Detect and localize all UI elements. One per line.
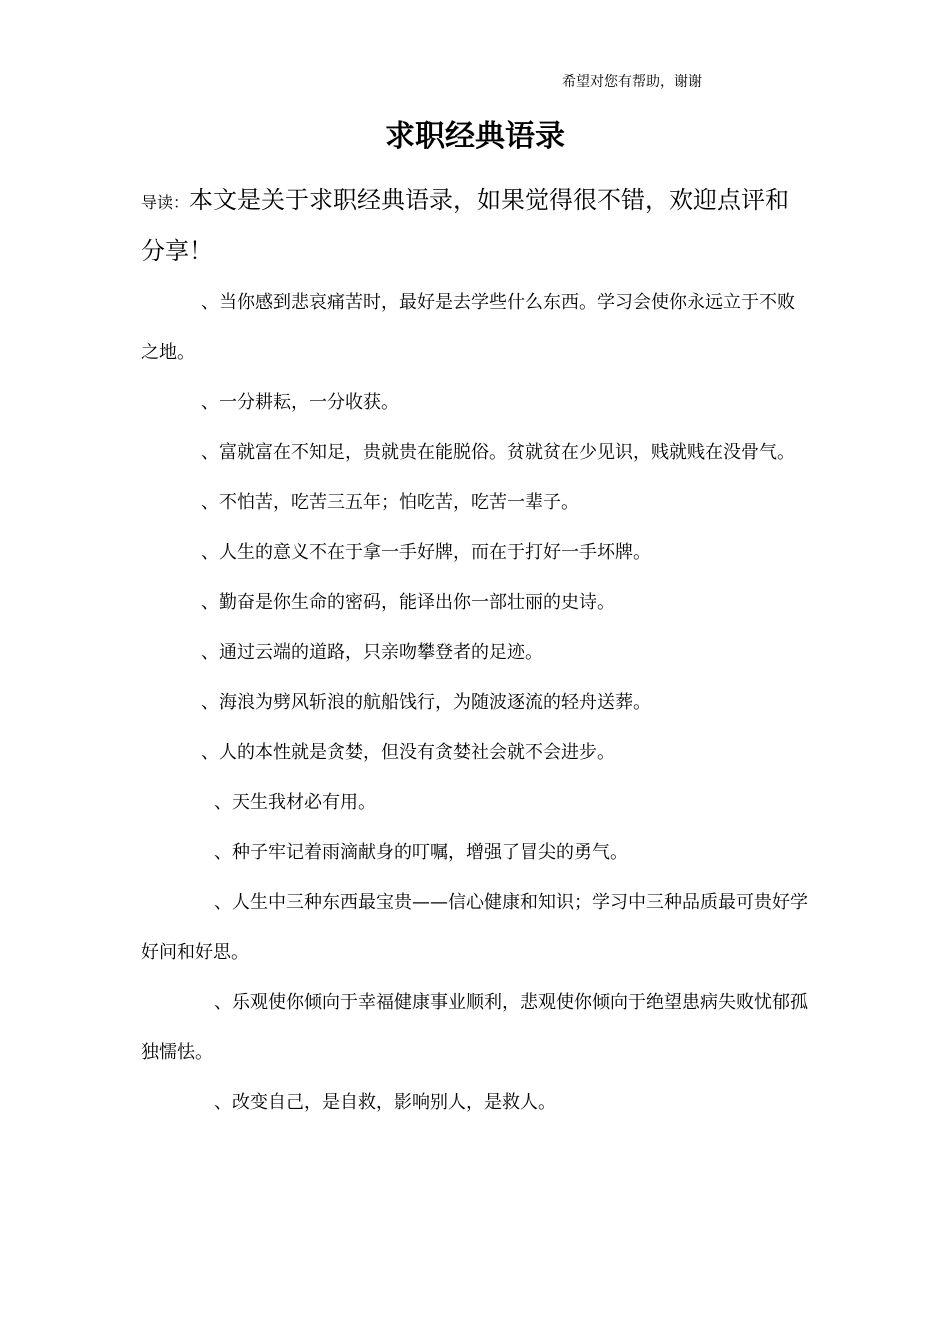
- quote-item: [141, 428, 811, 478]
- quote-marker: 、: [214, 892, 232, 913]
- quote-item: [141, 528, 811, 578]
- quote-text: 人生中三种东西最宝贵——信心健康和知识；学习中三种品质最可贵好学好问和好思。: [141, 892, 808, 963]
- quote-text: 当你感到悲哀痛苦时，最好是去学些什么东西。学习会使你永远立于不败之地。: [141, 292, 795, 363]
- quote-item: [141, 628, 811, 678]
- quote-item: [141, 1078, 811, 1128]
- quote-marker: 、: [214, 1092, 232, 1113]
- quote-marker: 、: [201, 592, 219, 613]
- quote-item: [141, 678, 811, 728]
- intro-paragraph: [141, 176, 811, 276]
- quote-item: [141, 978, 811, 1078]
- quote-text: 一分耕耘，一分收获。: [219, 392, 399, 413]
- quote-text: 天生我材必有用。: [232, 792, 376, 813]
- quote-marker: 、: [201, 392, 219, 413]
- intro-text: 本文是关于求职经典语录，如果觉得很不错，欢迎点评和分享！: [141, 186, 790, 265]
- quote-text: 勤奋是你生命的密码，能译出你一部壮丽的史诗。: [219, 592, 615, 613]
- quote-marker: 、: [201, 742, 219, 763]
- quote-marker: 、: [201, 542, 219, 563]
- quote-text: 人生的意义不在于拿一手好牌，而在于打好一手坏牌。: [219, 542, 651, 563]
- quote-marker: 、: [214, 792, 232, 813]
- quote-item: [141, 378, 811, 428]
- quote-text: 种子牢记着雨滴献身的叮嘱，增强了冒尖的勇气。: [232, 842, 628, 863]
- quote-item: [141, 878, 811, 978]
- intro-label: 导读：: [141, 193, 190, 212]
- quote-item: [141, 828, 811, 878]
- quote-text: 人的本性就是贪婪，但没有贪婪社会就不会进步。: [219, 742, 615, 763]
- quote-marker: 、: [201, 692, 219, 713]
- quote-item: [141, 478, 811, 528]
- page-title: 求职经典语录: [385, 119, 565, 154]
- quote-text: 富就富在不知足，贵就贵在能脱俗。贫就贫在少见识，贱就贱在没骨气。: [219, 442, 795, 463]
- header-note: 希望对您有帮助，谢谢: [562, 74, 702, 90]
- quote-marker: 、: [201, 442, 219, 463]
- quote-marker: 、: [201, 492, 219, 513]
- quote-text: 乐观使你倾向于幸福健康事业顺利，悲观使你倾向于绝望患病失败忧郁孤独懦怯。: [141, 992, 808, 1063]
- quote-marker: 、: [201, 292, 219, 313]
- quote-marker: 、: [201, 642, 219, 663]
- quote-text: 不怕苦，吃苦三五年；怕吃苦，吃苦一辈子。: [219, 492, 579, 513]
- quote-item: [141, 578, 811, 628]
- quote-item: [141, 278, 811, 378]
- quote-text: 海浪为劈风斩浪的航船饯行，为随波逐流的轻舟送葬。: [219, 692, 651, 713]
- quote-text: 改变自己，是自救，影响别人，是救人。: [232, 1092, 556, 1113]
- quote-marker: 、: [214, 842, 232, 863]
- quote-list: [141, 278, 811, 1128]
- quote-item: [141, 778, 811, 828]
- quote-item: [141, 728, 811, 778]
- quote-text: 通过云端的道路，只亲吻攀登者的足迹。: [219, 642, 543, 663]
- quote-marker: 、: [214, 992, 232, 1013]
